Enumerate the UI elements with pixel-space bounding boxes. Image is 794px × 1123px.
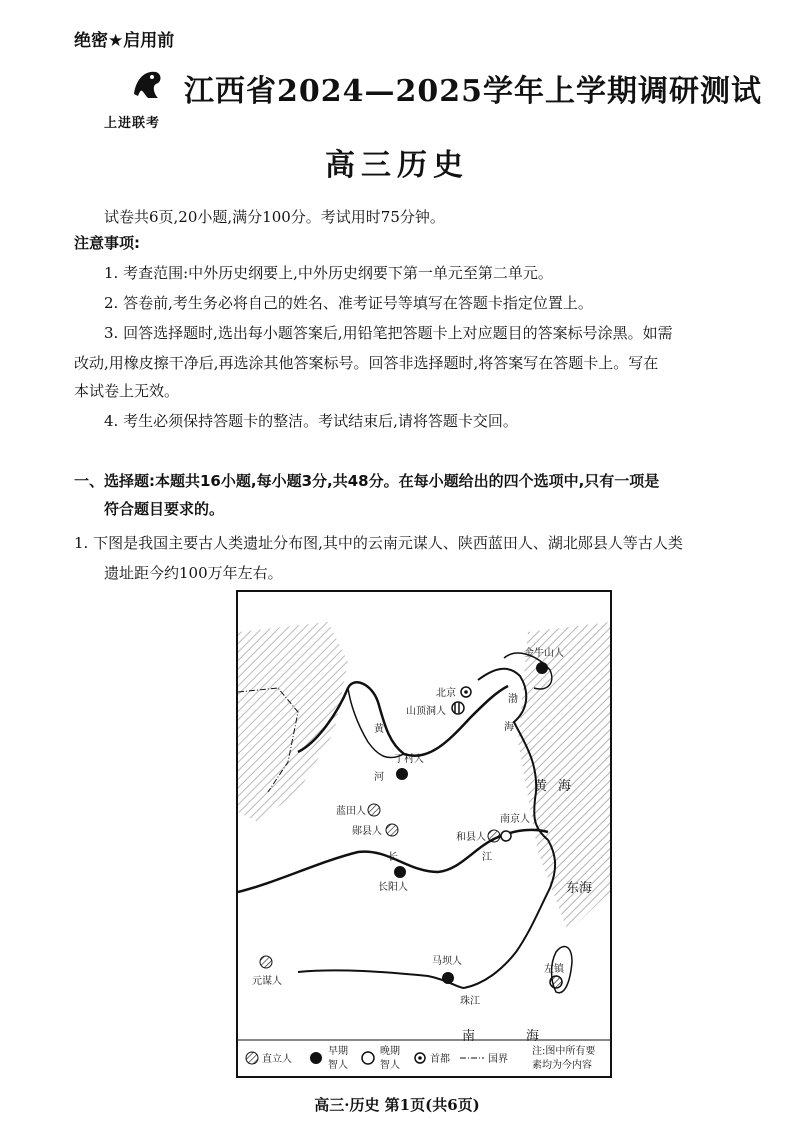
legend-border: 国界: [488, 1054, 508, 1065]
label-bo: 渤: [508, 694, 518, 705]
label-nan-hai: 海: [526, 1029, 540, 1044]
legend-note-2: 素均为今内容: [532, 1060, 592, 1071]
question-1-text: 1. 下图是我国主要古人类遗址分布图,其中的云南元谋人、陕西蓝田人、湖北郧县人等古人类: [74, 534, 683, 552]
notice-heading: 注意事项:: [74, 234, 140, 252]
exam-intro: 试卷共6页,20小题,满分100分。考试用时75分钟。: [104, 208, 445, 226]
label-huang-river-1: 黄: [374, 724, 384, 735]
label-huang-sea-hai: 海: [558, 779, 572, 794]
question-1-text-cont: 遗址距今约100万年左右。: [104, 564, 283, 582]
legend-early-icon: [310, 1052, 322, 1064]
site-lantian-marker: [368, 804, 380, 816]
legend-note-1: 注:图中所有要: [532, 1046, 596, 1057]
site-zuozhen-marker: [550, 976, 562, 988]
label-bo-hai: 海: [504, 722, 514, 733]
label-hexian: 和县人: [456, 832, 486, 843]
site-maba-marker: [442, 972, 454, 984]
legend-capital: 首都: [430, 1054, 450, 1065]
label-lantian: 蓝田人: [336, 806, 366, 817]
label-yunxian: 郧县人: [352, 826, 382, 837]
label-jiang: 江: [482, 852, 492, 863]
notice-item-4: 4. 考生必须保持答题卡的整洁。考试结束后,请将答题卡交回。: [104, 412, 518, 430]
legend-early-2: 智人: [328, 1060, 348, 1071]
site-jinniushan-marker: [536, 662, 548, 674]
site-yuanmou-marker: [260, 956, 272, 968]
legend-upright: 直立人: [262, 1054, 292, 1065]
label-zuozhen: 左镇: [544, 964, 564, 975]
legend-late-1: 晚期: [380, 1046, 400, 1057]
legend-upright-icon: [246, 1052, 258, 1064]
exam-logo-text: 上进联考: [104, 116, 161, 131]
site-changyang-marker: [394, 866, 406, 878]
label-maba: 马坝人: [432, 956, 462, 967]
label-zhujiang: 珠江: [460, 996, 480, 1007]
notice-item-3-cont2: 本试卷上无效。: [74, 382, 180, 400]
confidential-mark: 绝密★启用前: [74, 31, 175, 51]
label-huang-sea: 黄: [534, 779, 548, 794]
ancient-human-sites-map: [236, 590, 612, 1078]
label-nanjing: 南京人: [500, 814, 530, 825]
section-heading: 一、选择题:本题共16小题,每小题3分,共48分。在每小题给出的四个选项中,只有一项是: [74, 472, 660, 490]
legend-late-2: 智人: [380, 1060, 400, 1071]
notice-item-2: 2. 答卷前,考生务必将自己的姓名、准考证号等填写在答题卡指定位置上。: [104, 294, 593, 312]
label-beijing: 北京: [436, 688, 456, 699]
label-chang: 长: [388, 852, 398, 863]
exam-subject: 高三历史: [325, 148, 469, 183]
site-hexian-marker: [488, 830, 500, 842]
label-dingcun: 丁村人: [394, 754, 424, 765]
label-yuanmou: 元谋人: [252, 976, 282, 987]
site-nanjing-marker: [501, 831, 511, 841]
notice-item-3: 3. 回答选择题时,选出每小题答案后,用铅笔把答题卡上对应题目的答案标号涂黑。如需: [104, 324, 673, 342]
label-shandingdong: 山顶洞人: [406, 706, 446, 717]
label-nan: 南: [462, 1029, 476, 1044]
site-dingcun-marker: [396, 768, 408, 780]
label-jinniushan: 金牛山人: [524, 648, 564, 659]
site-yunxian-marker: [386, 824, 398, 836]
label-donghai: 东海: [566, 881, 593, 896]
site-shandingdong-marker: [452, 702, 464, 714]
page-footer: 高三·历史 第1页(共6页): [314, 1096, 480, 1114]
section-heading-cont: 符合题目要求的。: [104, 500, 225, 518]
notice-item-3-cont: 改动,用橡皮擦干净后,再选涂其他答案标号。回答非选择题时,将答案写在答题卡上。写在: [74, 354, 659, 372]
legend-early-1: 早期: [328, 1046, 348, 1057]
label-huang-river-2: 河: [374, 772, 384, 783]
notice-item-1: 1. 考查范围:中外历史纲要上,中外历史纲要下第一单元至第二单元。: [104, 264, 553, 282]
legend-late-icon: [362, 1052, 374, 1064]
label-changyang: 长阳人: [378, 882, 408, 893]
exam-title: 江西省2024—2025学年上学期调研测试: [184, 74, 762, 109]
exam-logo-icon: [128, 64, 166, 102]
